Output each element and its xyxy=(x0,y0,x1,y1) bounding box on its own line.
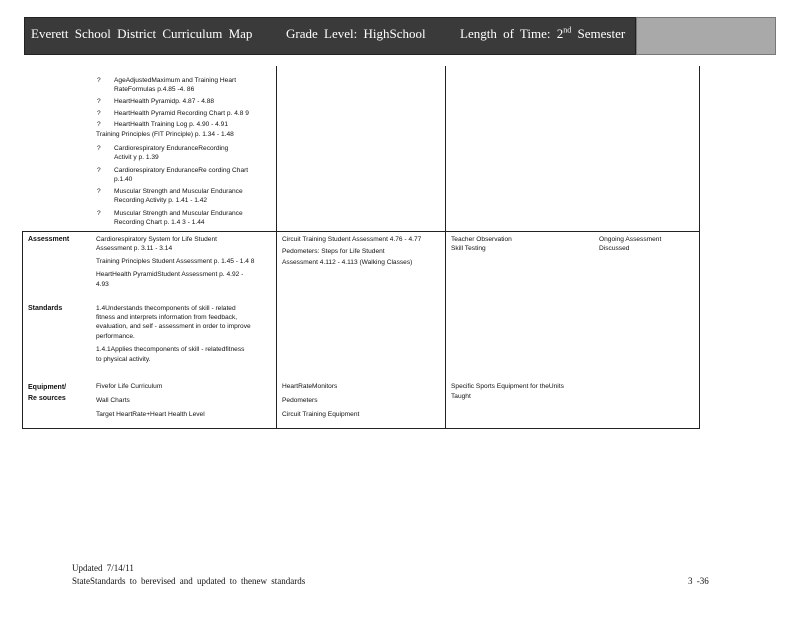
cell-line: HeartRateMonitors xyxy=(282,383,338,390)
bullet-marker: ? xyxy=(97,77,101,84)
equipment-label: Equipment/ xyxy=(28,384,67,391)
list-item: AgeAdjustedMaximum and Training Heart xyxy=(114,77,237,84)
cell-line: Pedometers xyxy=(282,397,318,404)
list-item: HeartHealth Pyramid Recording Chart p. 4.8 9 xyxy=(114,110,249,117)
assessment-label: Assessment xyxy=(28,236,70,243)
list-item: Recording Activity p. 1.41 - 1.42 xyxy=(114,197,208,204)
cell-line: Assessment 4.112 - 4.113 (Walking Classes) xyxy=(282,259,413,266)
length-superscript: nd xyxy=(563,25,572,35)
cell-line: Circuit Training Equipment xyxy=(282,411,360,418)
cell-line: performance. xyxy=(96,333,135,340)
length-prefix: Length of Time: 2 xyxy=(460,26,564,41)
cell-line: Skill Testing xyxy=(451,245,486,252)
list-item: HeartHealth Training Log p. 4.90 - 4.91 xyxy=(114,121,228,128)
cell-line: Fivefor Life Curriculum xyxy=(96,383,163,390)
cell-line: HeartHealth PyramidStudent Assessment p. 4.92 - xyxy=(96,271,244,278)
bullet-marker: ? xyxy=(97,167,101,174)
bullet-marker: ? xyxy=(97,210,101,217)
list-item: Cardiorespiratory EnduranceRecording xyxy=(114,145,229,152)
list-item: Recording Chart p. 1.4 3 - 1.44 xyxy=(114,219,205,226)
list-heading: Training Principles (FIT Principle) p. 1.34 - 1.48 xyxy=(96,131,234,138)
cell-line: Pedometers: Steps for Life Student xyxy=(282,248,385,255)
bullet-marker: ? xyxy=(97,110,101,117)
bullet-marker: ? xyxy=(97,121,101,128)
cell-line: Specific Sports Equipment for theUnits xyxy=(451,383,564,390)
list-item: p.1.40 xyxy=(114,176,133,183)
cell-line: 1.4Understands thecomponents of skill - related xyxy=(96,305,236,312)
list-item: Muscular Strength and Muscular Endurance xyxy=(114,210,243,217)
cell-line: Target HeartRate+Heart Health Level xyxy=(96,411,205,418)
header-side-block xyxy=(636,17,776,55)
page-number: 3 -36 xyxy=(688,576,709,586)
cell-line: Circuit Training Student Assessment 4.76 - 4.77 xyxy=(282,236,422,243)
table-col-divider-1 xyxy=(276,66,277,428)
table-col-divider-2 xyxy=(445,66,446,428)
table-left-border xyxy=(22,231,23,428)
cell-line: Taught xyxy=(451,393,471,400)
bullet-marker: ? xyxy=(97,98,101,105)
list-item: Muscular Strength and Muscular Endurance xyxy=(114,188,243,195)
cell-line: Teacher Observation xyxy=(451,236,512,243)
length-suffix: Semester xyxy=(571,26,626,41)
district-title: Everett School District Curriculum Map xyxy=(31,26,253,41)
resources-label: Re sources xyxy=(28,395,66,402)
page-header xyxy=(24,17,776,55)
cell-line: to physical activity. xyxy=(96,356,151,363)
length-of-time xyxy=(460,26,625,42)
cell-line: Training Principles Student Assessment p. 1.45 - 1.4 8 xyxy=(96,258,255,265)
footer-updated-date: Updated 7/14/11 xyxy=(72,563,134,573)
cell-line: Cardiorespiratory System for Life Student xyxy=(96,236,217,243)
list-item: Activit y p. 1.39 xyxy=(114,154,159,161)
list-item: RateFormulas p.4.85 -4. 86 xyxy=(114,86,195,93)
cell-line: 4.93 xyxy=(96,281,109,288)
standards-label: Standards xyxy=(28,305,63,312)
footer-standards-note: StateStandards to berevised and updated to thenew standards xyxy=(72,576,306,586)
cell-line: Assessment p. 3.11 - 3.14 xyxy=(96,245,173,252)
table-row-divider xyxy=(22,231,700,232)
grade-level: Grade Level: HighSchool xyxy=(286,26,426,41)
list-item: Cardiorespiratory EnduranceRe cording Chart xyxy=(114,167,249,174)
cell-line: evaluation, and self - assessment in order to improve xyxy=(96,323,251,330)
cell-line: Ongoing Assessment xyxy=(599,236,662,243)
table-right-border xyxy=(699,66,700,428)
cell-line: Discussed xyxy=(599,245,630,252)
bullet-marker: ? xyxy=(97,188,101,195)
curriculum-table xyxy=(22,66,700,429)
cell-line: Wall Charts xyxy=(96,397,130,404)
bullet-marker: ? xyxy=(97,145,101,152)
cell-line: 1.4.1Applies thecomponents of skill - relatedfitness xyxy=(96,346,245,353)
list-item: HeartHealth Pyramidp. 4.87 - 4.88 xyxy=(114,98,215,105)
cell-line: fitness and interprets information from feedback, xyxy=(96,314,238,321)
